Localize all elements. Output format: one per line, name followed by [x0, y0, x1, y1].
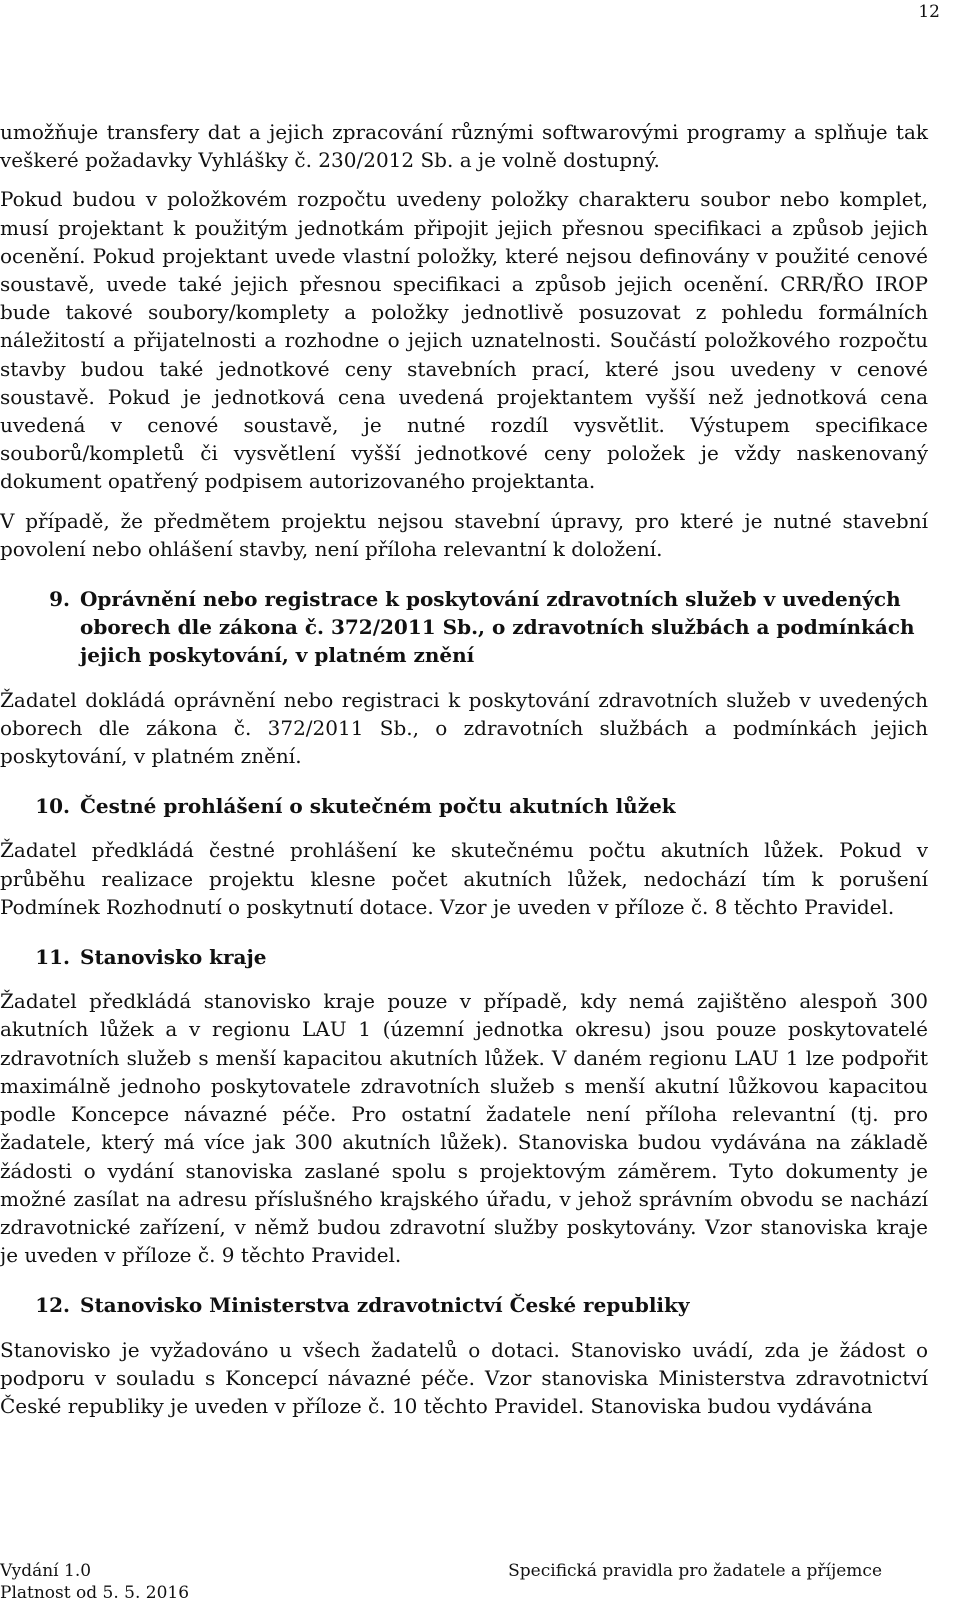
footer-doc-title: Specifická pravidla pro žadatele a příjemce: [508, 1561, 882, 1581]
page-number: 12: [918, 2, 940, 22]
footer-left: [0, 1560, 189, 1604]
footer-valid-from: Platnost od 5. 5. 2016: [0, 1583, 190, 1603]
paragraph-registration: Žadatel dokládá oprávnění nebo registraci k poskytování zdravotních služeb v uvedených oborech dle zákona č. 372/2011 Sb., o zdravotních službách a podmínkách jejich poskytování, v platném znění.: [0, 687, 928, 769]
heading-section-9: [0, 585, 928, 670]
heading-section-11: [0, 943, 928, 971]
paragraph-region-opinion: Žadatel předkládá stanovisko kraje pouze v případě, kdy nemá zajištěno alespoň 300 akutních lůžek a v regionu LAU 1 (územní jednotka okresu) jsou pouze poskytovatelé zdravotních služeb s menší kapacitou akutních lůžek. V daném regionu LAU 1 lze podpořit maximálně jednoho poskytovatele zdravotních služeb s menší akutní lůžkovou kapacitou podle Koncepce návazné péče. Pro ostatní žadatele není příloha relevantní (tj. pro žadatele, který má více jak 300 akutních lůžek). Stanoviska budou vydávána na základě žádosti o vydání stanoviska zaslané spolu s projektovým záměrem. Tyto dokumenty je možné zasílat na adresu příslušného krajského úřadu, v jehož správním obvodu se nachází zdravotnické zařízení, v němž budou zdravotní služby poskytovány. Vzor stanoviska kraje je uveden v příloze č. 9 těchto Pravidel.: [0, 989, 928, 1268]
document-body: [0, 118, 960, 1420]
heading-title: Stanovisko Ministerstva zdravotnictví České republiky: [80, 1293, 690, 1318]
heading-title: Stanovisko kraje: [80, 945, 267, 970]
heading-number: 10.: [35, 794, 70, 819]
paragraph-building-permit: V případě, že předmětem projektu nejsou stavební úpravy, pro které je nutné stavební povolení nebo ohlášení stavby, není příloha relevantní k doložení.: [0, 508, 928, 561]
paragraph-budget-items: Pokud budou v položkovém rozpočtu uvedeny položky charakteru soubor nebo komplet, musí projektant k použitým jednotkám připojit jejich přesnou specifikaci a způsob jejich ocenění. Pokud projektant uvede vlastní položky, které nejsou definovány v použité cenové soustavě, uvede také jejich přesnou specifikaci a způsob jejich ocenění. CRR/ŘO IROP bude takové soubory/komplety a položky jednotlivě posuzovat z pohledu formálních náležitostí a přijatelnosti a rozhodne o jejich uznatelnosti. Součástí položkového rozpočtu stavby budou také jednotkové ceny stavebních prací, které jsou uvedeny v cenové soustavě. Pokud je jednotková cena uvedená projektantem vyšší než jednotková cena uvedená v cenové soustavě, je nutné rozdíl vysvětlit. Výstupem specifikace souborů/kompletů či vysvětlení vyšší jednotkové ceny položek je vždy naskenovaný dokument opatřený podpisem autorizovaného projektanta.: [0, 187, 928, 494]
heading-section-10: [0, 792, 928, 820]
paragraph-ministry-opinion: Stanovisko je vyžadováno u všech žadatelů o dotaci. Stanovisko uvádí, zda je žádost o podporu v souladu s Koncepcí návazné péče. Vzor stanoviska Ministerstva zdravotnictví České republiky je uveden v příloze č. 10 těchto Pravidel. Stanoviska budou vydávána: [0, 1337, 928, 1418]
heading-section-12: [0, 1291, 928, 1319]
heading-title: Čestné prohlášení o skutečném počtu akutních lůžek: [80, 794, 676, 819]
heading-number: 12.: [35, 1293, 70, 1318]
paragraph-transfers: umožňuje transfery dat a jejich zpracování různými softwarovými programy a splňuje tak veškeré požadavky Vyhlášky č. 230/2012 Sb. a je volně dostupný.: [0, 120, 928, 173]
heading-title: Oprávnění nebo registrace k poskytování zdravotních služeb v uvedených oborech dle zákona č. 372/2011 Sb., o zdravotních službách a podmínkách jejich poskytování, v platném znění: [80, 587, 915, 668]
heading-number: 9.: [49, 587, 70, 612]
paragraph-declaration: Žadatel předkládá čestné prohlášení ke skutečnému počtu akutních lůžek. Pokud v průběhu realizace projektu klesne počet akutních lůžek, nedochází tím k porušení Podmínek Rozhodnutí o poskytnutí dotace. Vzor je uveden v příloze č. 8 těchto Pravidel.: [0, 838, 928, 919]
heading-number: 11.: [35, 945, 70, 970]
footer-version: Vydání 1.0: [0, 1561, 92, 1581]
